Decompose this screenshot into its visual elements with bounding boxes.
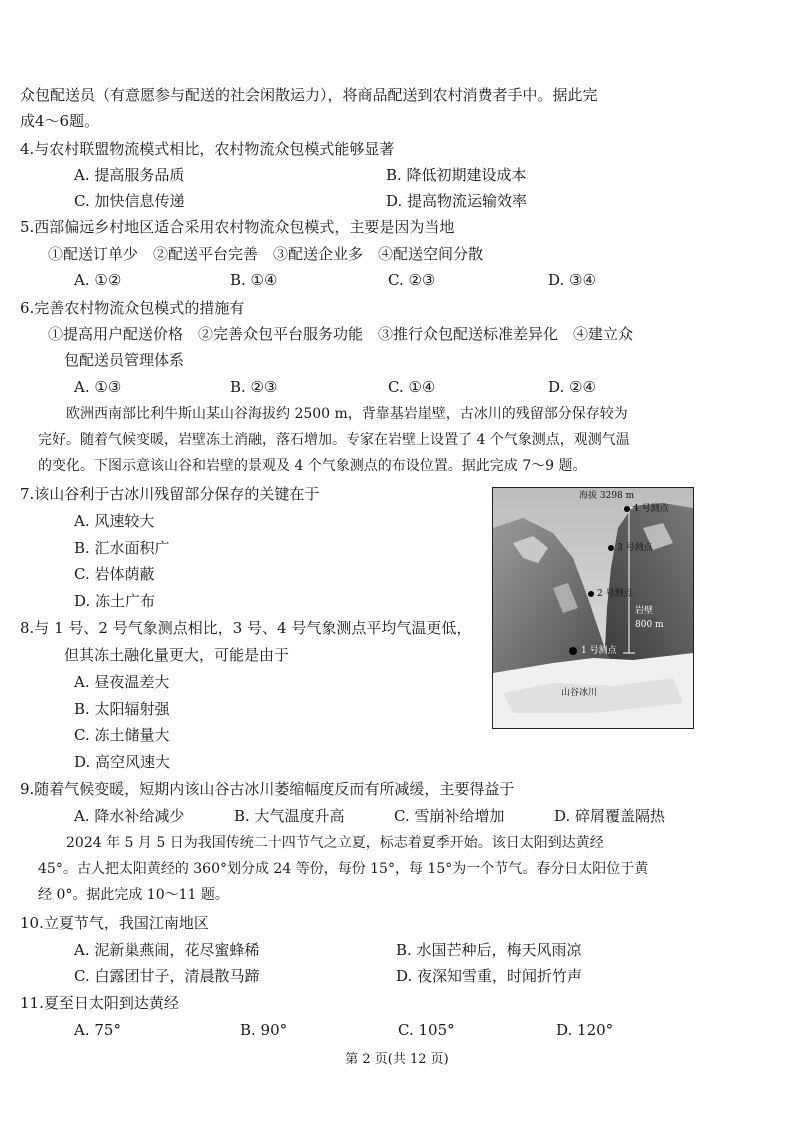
intro-line-2: 成4～6题。 [20,112,100,130]
q4-stem: 4.与农村联盟物流模式相比，农村物流众包模式能够显著 [20,140,395,158]
q5-option-a: A. ①② [74,271,122,289]
q5-items: ①配送订单少 ②配送平台完善 ③配送企业多 ④配送空间分散 [48,245,484,263]
q5-stem: 5.西部偏远乡村地区适合采用农村物流众包模式，主要是因为当地 [20,218,455,236]
q4-option-d: D. 提高物流运输效率 [386,192,528,210]
page-number-footer: 第 2 页(共 12 页) [345,1052,449,1067]
station-2-label: 2 号测点 [597,589,633,599]
q11-option-d: D. 120° [556,1021,614,1039]
passage3-line-3: 经 0°。据此完成 10～11 题。 [38,887,229,903]
q11-option-a: A. 75° [74,1021,121,1039]
q8-stem-line-2: 但其冻土融化量更大，可能是由于 [64,646,290,664]
intro-line-1: 众包配送员（有意愿参与配送的社会闲散运力），将商品配送到农村消费者手中。据此完 [20,86,598,104]
q6-items-line-2: 包配送员管理体系 [64,351,185,369]
q9-option-a: A. 降水补给减少 [74,807,185,825]
q7-option-b: B. 汇水面积广 [74,539,170,557]
q7-option-a: A. 风速较大 [74,512,155,530]
station-4-marker [624,506,630,512]
q6-option-a: A. ①③ [74,378,122,396]
q8-option-d: D. 高空风速大 [74,753,171,771]
q9-option-d: D. 碎屑覆盖隔热 [554,807,666,825]
q4-option-c: C. 加快信息传递 [74,192,185,210]
passage3-line-2: 45°。古人把太阳黄经的 360°划分成 24 等份，每份 15°，每 15°为一个节气。春分日太阳位于黄 [38,861,649,877]
q10-option-a: A. 泥新巢燕闹，花尽蜜蜂稀 [74,941,260,959]
q9-option-b: B. 大气温度升高 [234,807,345,825]
rock-wall-label: 岩壁 [635,606,654,616]
passage3-line-1: 2024 年 5 月 5 日为我国传统二十四节气之立夏，标志着夏季开始。该日太阳到达黄经 [66,835,604,851]
q8-option-a: A. 昼夜温差大 [74,673,170,691]
passage2-line-1: 欧洲西南部比利牛斯山某山谷海拔约 2500 m，背靠基岩崖壁，古冰川的残留部分保存较为 [66,406,628,422]
q5-option-b: B. ①④ [230,271,278,289]
height-label: 800 m [635,620,664,630]
station-1-label: 1 号测点 [581,646,617,656]
q11-option-c: C. 105° [398,1021,455,1039]
q8-option-b: B. 太阳辐射强 [74,700,170,718]
q7-stem: 7.该山谷利于古冰川残留部分保存的关键在于 [20,485,320,503]
q9-stem: 9.随着气候变暖，短期内该山谷古冰川萎缩幅度反而有所减缓，主要得益于 [20,780,515,798]
q6-option-c: C. ①④ [388,378,436,396]
passage2-line-2: 完好。随着气候变暖，岩壁冻土消融，落石增加。专家在岩壁上设置了 4 个气象测点，观测气温 [38,432,630,448]
station-2-marker [588,591,594,597]
passage2-line-3: 的变化。下图示意该山谷和岩壁的景观及 4 个气象测点的布设位置。据此完成 7～9 题。 [38,458,587,474]
station-4-label: 4 号测点 [633,504,669,514]
q4-option-a: A. 提高服务品质 [74,166,185,184]
q11-option-b: B. 90° [240,1021,288,1039]
station-1-marker [569,647,577,655]
q10-option-c: C. 白露团甘子，清晨散马蹄 [74,967,260,985]
q6-items-line-1: ①提高用户配送价格 ②完善众包平台服务功能 ③推行众包配送标准差异化 ④建立众 [48,325,634,343]
valley-rock-wall-figure [492,487,694,729]
q7-option-c: C. 岩体荫蔽 [74,565,155,583]
q11-stem: 11.夏至日太阳到达黄经 [20,994,179,1012]
q8-option-c: C. 冻土储量大 [74,726,170,744]
q4-option-b: B. 降低初期建设成本 [386,166,527,184]
q5-option-d: D. ③④ [548,271,596,289]
q7-option-d: D. 冻土广布 [74,592,156,610]
altitude-label: 海拔 3298 m [579,491,635,501]
q6-option-b: B. ②③ [230,378,278,396]
glacier-label: 山谷冰川 [561,688,598,698]
q10-option-d: D. 夜深知雪重，时闻折竹声 [396,967,583,985]
q9-option-c: C. 雪崩补给增加 [394,807,505,825]
q6-option-d: D. ②④ [548,378,596,396]
q5-option-c: C. ②③ [388,271,436,289]
station-3-marker [608,545,614,551]
q8-stem-line-1: 8.与 1 号、2 号气象测点相比，3 号、4 号气象测点平均气温更低， [20,619,472,637]
q10-stem: 10.立夏节气，我国江南地区 [20,914,209,932]
q10-option-b: B. 水国芒种后，梅天风雨凉 [396,941,582,959]
q6-stem: 6.完善农村物流众包模式的措施有 [20,299,245,317]
station-3-label: 3 号测点 [617,543,653,553]
